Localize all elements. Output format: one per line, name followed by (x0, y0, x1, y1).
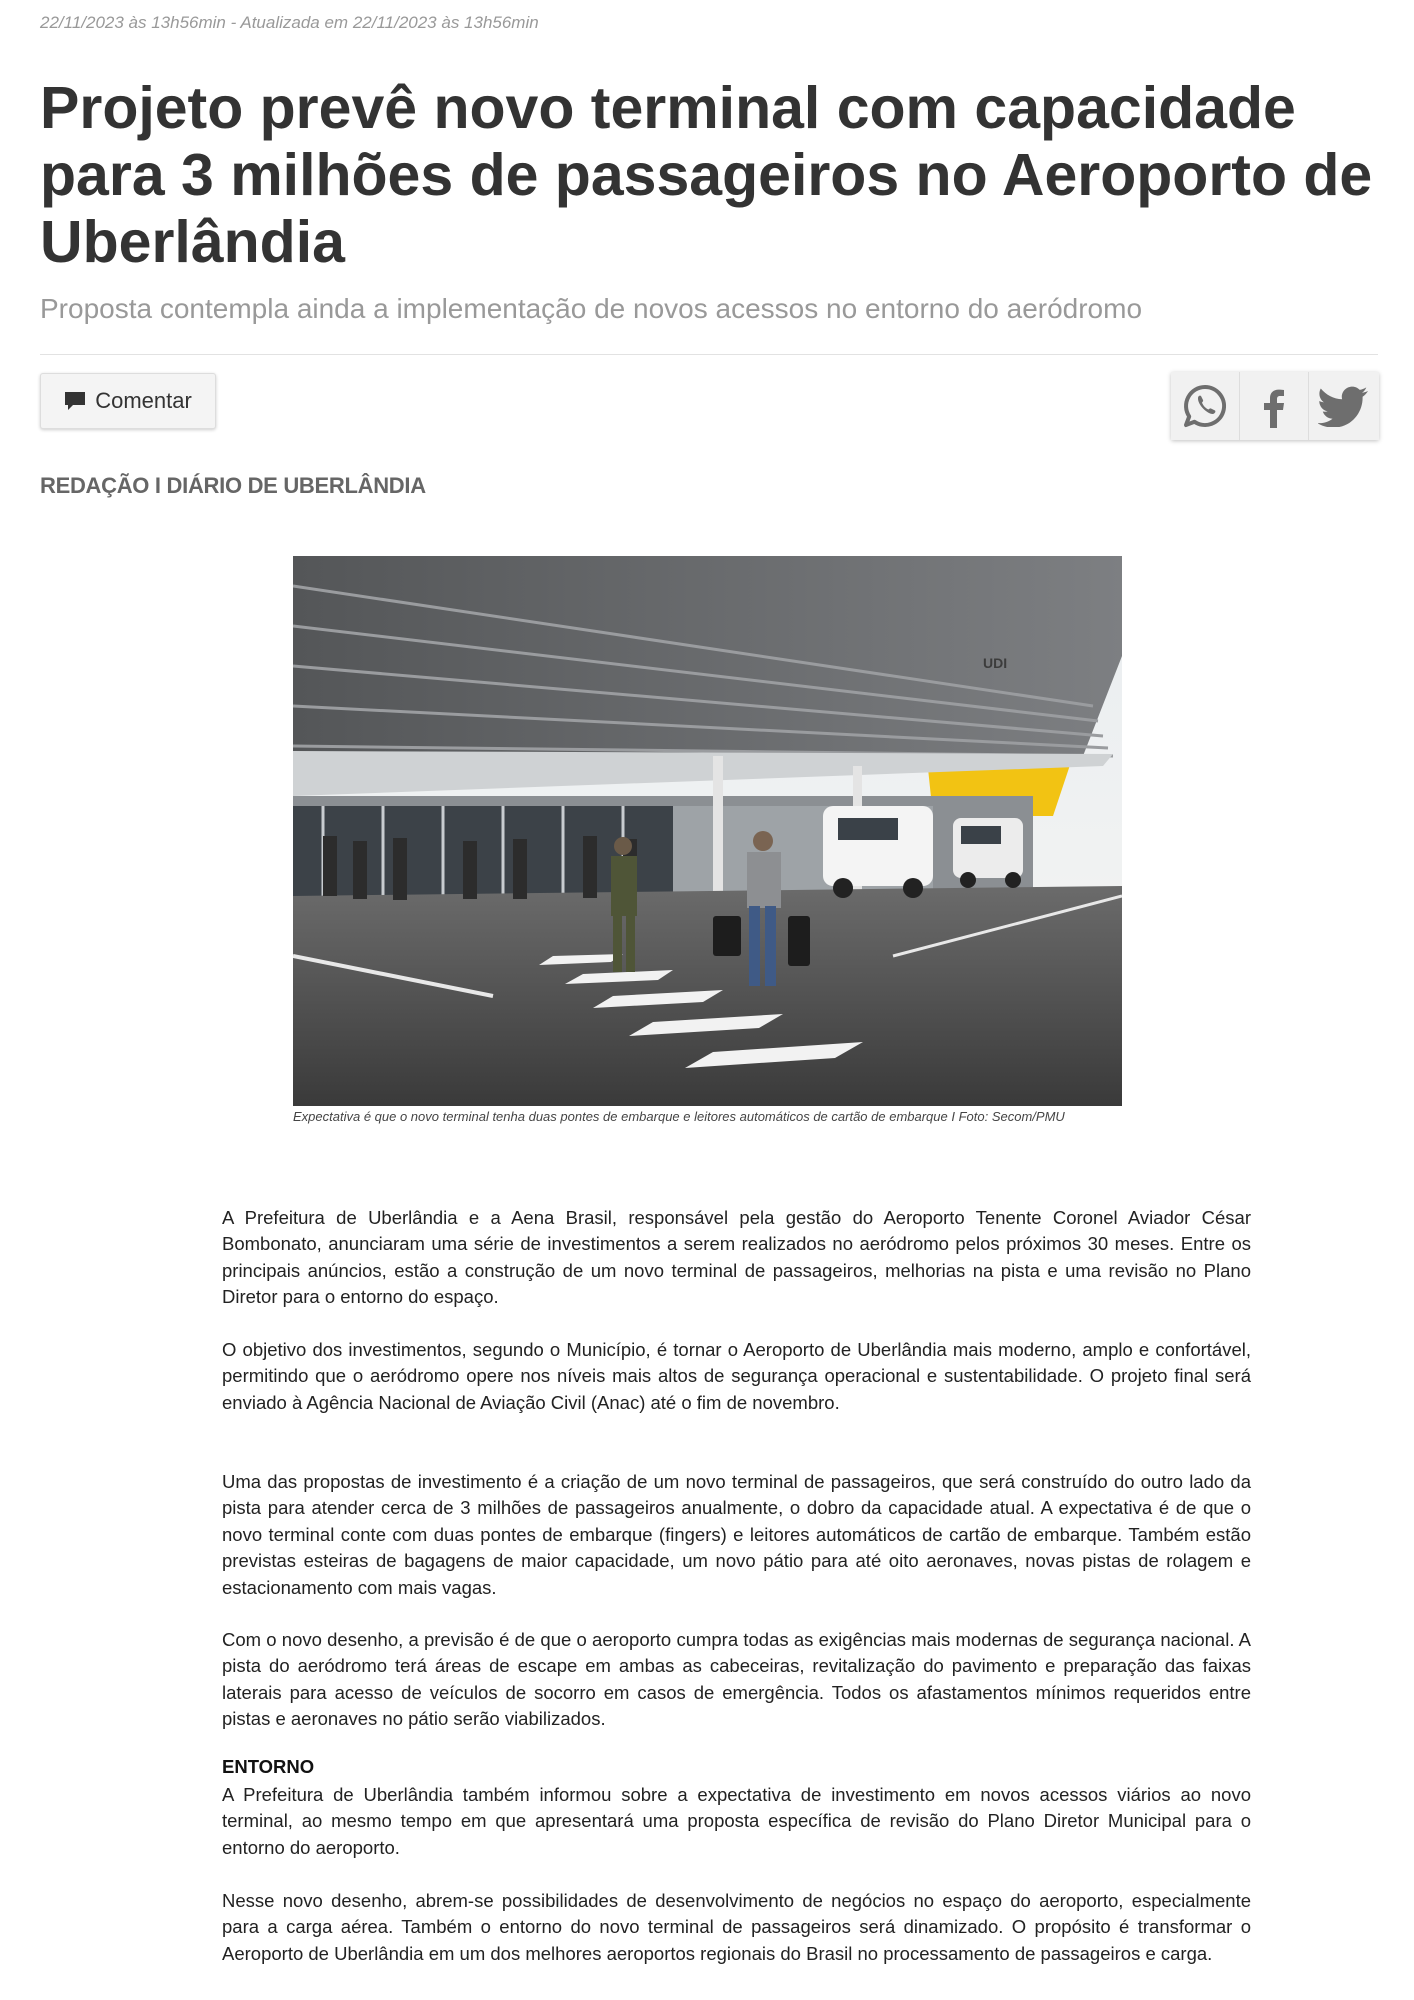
facebook-share-button[interactable] (1240, 372, 1309, 440)
terminal-sign-text: UDI (983, 655, 1008, 671)
subtitle: Proposta contempla ainda a implementação de novos acessos no entorno do aeródromo (40, 293, 1143, 324)
twitter-icon (1318, 385, 1370, 427)
comment-button[interactable] (40, 373, 216, 429)
airport-terminal-photo (293, 556, 1122, 1106)
body-paragraph-3: Uma das propostas de investimento é a criação de um novo terminal de passageiros, que será construído do outro lado da pista para atender cerca de 3 milhões de passageiros anualmente, o dobro da capacidade atual. A expectativa é de que o novo terminal conte com duas pontes de embarque (fingers) e leitores automáticos de cartão de embarque. Também estão previstas esteiras de bagagens de maior capacidade, um novo pátio para até oito aeronaves, novas pistas de rolagem e estacionamento com mais vagas. (222, 1471, 1251, 1598)
headline: Projeto prevê novo terminal com capacidade para 3 milhões de passageiros no Aeroporto de Uberlândia (40, 75, 1373, 275)
comment-icon (64, 391, 86, 411)
whatsapp-icon (1182, 383, 1228, 429)
photo-caption: Expectativa é que o novo terminal tenha duas pontes de embarque e leitores automáticos de cartão de embarque I Foto: Secom/PMU (293, 1109, 1065, 1124)
byline: REDAÇÃO I DIÁRIO DE UBERLÂNDIA (40, 473, 426, 498)
body-paragraph-2: O objetivo dos investimentos, segundo o Município, é tornar o Aeroporto de Uberlândia mais moderno, amplo e confortável, permitindo que o aeródromo opere nos níveis mais altos de segurança operacional e sustentabilidade. O projeto final será enviado à Agência Nacional de Aviação Civil (Anac) até o fim de novembro. (222, 1339, 1251, 1413)
share-bar (1171, 372, 1379, 440)
whatsapp-share-button[interactable] (1171, 372, 1240, 440)
twitter-share-button[interactable] (1309, 372, 1379, 440)
body-paragraph-1: A Prefeitura de Uberlândia e a Aena Brasil, responsável pela gestão do Aeroporto Tenente Coronel Aviador César Bombonato, anunciaram uma série de investimentos a serem realizados no aeródromo pelos próximos 30 meses. Entre os principais anúncios, estão a construção de um novo terminal de passageiros, melhorias na pista e uma revisão no Plano Diretor para o entorno do espaço. (222, 1207, 1251, 1308)
body-paragraph-4: Com o novo desenho, a previsão é de que o aeroporto cumpra todas as exigências mais modernas de segurança nacional. A pista do aeródromo terá áreas de escape em ambas as cabeceiras, revitalização do pavimento e preparação das faixas laterais para acesso de veículos de socorro em casos de emergência. Todos os afastamentos mínimos requeridos entre pistas e aeronaves no pátio serão viabilizados. (222, 1629, 1251, 1730)
section-heading: ENTORNO (222, 1756, 315, 1777)
body-paragraph-6: Nesse novo desenho, abrem-se possibilidades de desenvolvimento de negócios no espaço do aeroporto, especialmente para a carga aérea. Também o entorno do novo terminal de passageiros será dinamizado. O propósito é transformar o Aeroporto de Uberlândia em um dos melhores aeroportos regionais do Brasil no processamento de passageiros e carga. (222, 1890, 1251, 1964)
divider (40, 354, 1378, 355)
dateline: 22/11/2023 às 13h56min - Atualizada em 22/11/2023 às 13h56min (40, 13, 539, 32)
body-paragraph-5: A Prefeitura de Uberlândia também informou sobre a expectativa de investimento em novos acessos viários ao novo terminal, ao mesmo tempo em que apresentará uma proposta específica de revisão do Plano Diretor Municipal para o entorno do aeroporto. (222, 1784, 1251, 1858)
facebook-icon (1259, 384, 1289, 428)
comment-label: Comentar (95, 388, 192, 413)
